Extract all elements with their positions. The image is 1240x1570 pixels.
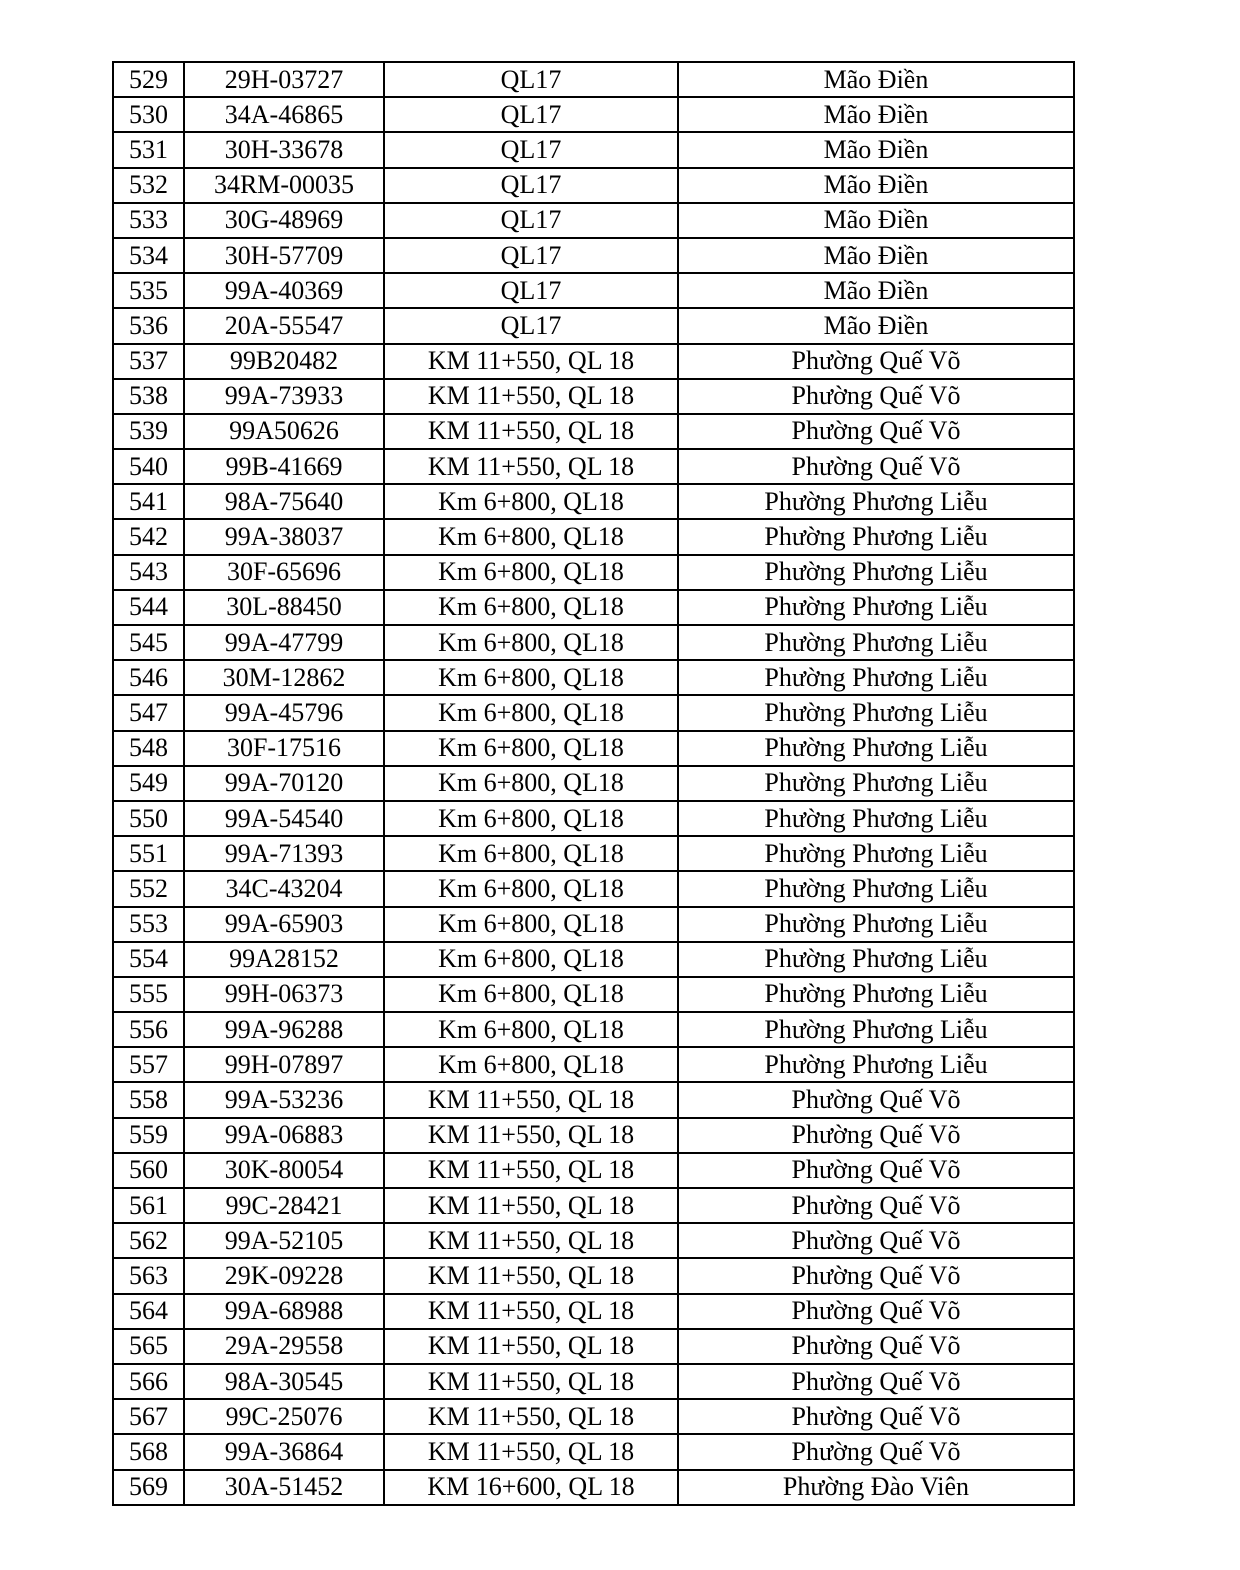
location-cell: KM 11+550, QL 18 <box>384 1399 678 1434</box>
table-row <box>113 731 1074 766</box>
location-cell: Km 6+800, QL18 <box>384 695 678 730</box>
license-plate-cell: 99C-25076 <box>184 1399 384 1434</box>
location-cell: Km 6+800, QL18 <box>384 766 678 801</box>
table-row <box>113 801 1074 836</box>
row-number-cell: 531 <box>113 132 184 167</box>
location-cell: Km 6+800, QL18 <box>384 907 678 942</box>
license-plate-cell: 99B20482 <box>184 344 384 379</box>
row-number-cell: 549 <box>113 766 184 801</box>
row-number-cell: 560 <box>113 1153 184 1188</box>
ward-cell: Phường Phương Liễu <box>678 977 1074 1012</box>
ward-cell: Phường Phương Liễu <box>678 907 1074 942</box>
row-number-cell: 569 <box>113 1470 184 1505</box>
license-plate-cell: 34C-43204 <box>184 871 384 906</box>
ward-cell: Phường Phương Liễu <box>678 695 1074 730</box>
row-number-cell: 557 <box>113 1047 184 1082</box>
row-number-cell: 558 <box>113 1082 184 1117</box>
table-row <box>113 871 1074 906</box>
license-plate-cell: 29H-03727 <box>184 62 384 97</box>
row-number-cell: 538 <box>113 379 184 414</box>
ward-cell: Phường Phương Liễu <box>678 660 1074 695</box>
table-row <box>113 1188 1074 1223</box>
location-cell: Km 6+800, QL18 <box>384 1012 678 1047</box>
table-row <box>113 1258 1074 1293</box>
ward-cell: Phường Phương Liễu <box>678 942 1074 977</box>
location-cell: Km 6+800, QL18 <box>384 871 678 906</box>
table-row <box>113 590 1074 625</box>
violation-table <box>112 61 1075 1506</box>
location-cell: QL17 <box>384 168 678 203</box>
license-plate-cell: 34RM-00035 <box>184 168 384 203</box>
table-row <box>113 942 1074 977</box>
table-row <box>113 203 1074 238</box>
table-row <box>113 344 1074 379</box>
row-number-cell: 551 <box>113 836 184 871</box>
ward-cell: Mão Điền <box>678 168 1074 203</box>
ward-cell: Phường Phương Liễu <box>678 590 1074 625</box>
location-cell: Km 6+800, QL18 <box>384 484 678 519</box>
row-number-cell: 561 <box>113 1188 184 1223</box>
table-row <box>113 1470 1074 1505</box>
license-plate-cell: 34A-46865 <box>184 97 384 132</box>
row-number-cell: 562 <box>113 1223 184 1258</box>
table-row <box>113 1118 1074 1153</box>
row-number-cell: 536 <box>113 308 184 343</box>
ward-cell: Phường Quế Võ <box>678 449 1074 484</box>
table-row <box>113 1082 1074 1117</box>
ward-cell: Phường Quế Võ <box>678 379 1074 414</box>
location-cell: KM 11+550, QL 18 <box>384 1082 678 1117</box>
ward-cell: Phường Quế Võ <box>678 1329 1074 1364</box>
row-number-cell: 537 <box>113 344 184 379</box>
table-row <box>113 1153 1074 1188</box>
ward-cell: Mão Điền <box>678 97 1074 132</box>
license-plate-cell: 29K-09228 <box>184 1258 384 1293</box>
location-cell: Km 6+800, QL18 <box>384 625 678 660</box>
table-row <box>113 1329 1074 1364</box>
ward-cell: Phường Quế Võ <box>678 1153 1074 1188</box>
location-cell: KM 11+550, QL 18 <box>384 1434 678 1469</box>
license-plate-cell: 99A-54540 <box>184 801 384 836</box>
license-plate-cell: 30F-65696 <box>184 555 384 590</box>
license-plate-cell: 30L-88450 <box>184 590 384 625</box>
ward-cell: Phường Quế Võ <box>678 1223 1074 1258</box>
ward-cell: Phường Quế Võ <box>678 1399 1074 1434</box>
location-cell: KM 11+550, QL 18 <box>384 1329 678 1364</box>
row-number-cell: 539 <box>113 414 184 449</box>
table-row <box>113 273 1074 308</box>
ward-cell: Mão Điền <box>678 308 1074 343</box>
location-cell: Km 6+800, QL18 <box>384 660 678 695</box>
table-row <box>113 1294 1074 1329</box>
row-number-cell: 552 <box>113 871 184 906</box>
location-cell: QL17 <box>384 273 678 308</box>
ward-cell: Phường Phương Liễu <box>678 1047 1074 1082</box>
row-number-cell: 530 <box>113 97 184 132</box>
row-number-cell: 543 <box>113 555 184 590</box>
row-number-cell: 555 <box>113 977 184 1012</box>
license-plate-cell: 30G-48969 <box>184 203 384 238</box>
location-cell: KM 11+550, QL 18 <box>384 1294 678 1329</box>
row-number-cell: 554 <box>113 942 184 977</box>
location-cell: Km 6+800, QL18 <box>384 942 678 977</box>
license-plate-cell: 99B-41669 <box>184 449 384 484</box>
table-row <box>113 555 1074 590</box>
license-plate-cell: 99A-40369 <box>184 273 384 308</box>
table-row <box>113 660 1074 695</box>
location-cell: QL17 <box>384 62 678 97</box>
location-cell: KM 11+550, QL 18 <box>384 1153 678 1188</box>
license-plate-cell: 30F-17516 <box>184 731 384 766</box>
table-row <box>113 907 1074 942</box>
ward-cell: Phường Quế Võ <box>678 1082 1074 1117</box>
ward-cell: Phường Phương Liễu <box>678 871 1074 906</box>
ward-cell: Mão Điền <box>678 203 1074 238</box>
license-plate-cell: 30M-12862 <box>184 660 384 695</box>
location-cell: KM 11+550, QL 18 <box>384 1223 678 1258</box>
location-cell: Km 6+800, QL18 <box>384 731 678 766</box>
ward-cell: Phường Quế Võ <box>678 1294 1074 1329</box>
license-plate-cell: 99A-96288 <box>184 1012 384 1047</box>
table-row <box>113 625 1074 660</box>
license-plate-cell: 99A-65903 <box>184 907 384 942</box>
table-row <box>113 1434 1074 1469</box>
location-cell: KM 11+550, QL 18 <box>384 1258 678 1293</box>
ward-cell: Mão Điền <box>678 238 1074 273</box>
row-number-cell: 559 <box>113 1118 184 1153</box>
location-cell: Km 6+800, QL18 <box>384 555 678 590</box>
location-cell: QL17 <box>384 238 678 273</box>
table-row <box>113 484 1074 519</box>
location-cell: Km 6+800, QL18 <box>384 836 678 871</box>
location-cell: Km 6+800, QL18 <box>384 519 678 554</box>
location-cell: Km 6+800, QL18 <box>384 977 678 1012</box>
table-row <box>113 836 1074 871</box>
table-row <box>113 1047 1074 1082</box>
location-cell: KM 11+550, QL 18 <box>384 344 678 379</box>
table-row <box>113 132 1074 167</box>
ward-cell: Phường Quế Võ <box>678 414 1074 449</box>
license-plate-cell: 99A-52105 <box>184 1223 384 1258</box>
row-number-cell: 553 <box>113 907 184 942</box>
row-number-cell: 533 <box>113 203 184 238</box>
license-plate-cell: 99A-71393 <box>184 836 384 871</box>
license-plate-cell: 98A-30545 <box>184 1364 384 1399</box>
license-plate-cell: 99H-06373 <box>184 977 384 1012</box>
row-number-cell: 532 <box>113 168 184 203</box>
table-row <box>113 62 1074 97</box>
location-cell: KM 11+550, QL 18 <box>384 449 678 484</box>
location-cell: KM 11+550, QL 18 <box>384 379 678 414</box>
ward-cell: Mão Điền <box>678 62 1074 97</box>
row-number-cell: 542 <box>113 519 184 554</box>
location-cell: Km 6+800, QL18 <box>384 801 678 836</box>
ward-cell: Phường Phương Liễu <box>678 731 1074 766</box>
license-plate-cell: 30H-33678 <box>184 132 384 167</box>
document-page <box>112 61 1075 1506</box>
row-number-cell: 540 <box>113 449 184 484</box>
license-plate-cell: 99H-07897 <box>184 1047 384 1082</box>
ward-cell: Phường Phương Liễu <box>678 625 1074 660</box>
row-number-cell: 547 <box>113 695 184 730</box>
row-number-cell: 563 <box>113 1258 184 1293</box>
location-cell: KM 16+600, QL 18 <box>384 1470 678 1505</box>
table-row <box>113 414 1074 449</box>
row-number-cell: 544 <box>113 590 184 625</box>
ward-cell: Phường Phương Liễu <box>678 1012 1074 1047</box>
location-cell: QL17 <box>384 97 678 132</box>
table-row <box>113 519 1074 554</box>
table-row <box>113 766 1074 801</box>
license-plate-cell: 99A-06883 <box>184 1118 384 1153</box>
row-number-cell: 564 <box>113 1294 184 1329</box>
row-number-cell: 550 <box>113 801 184 836</box>
row-number-cell: 566 <box>113 1364 184 1399</box>
row-number-cell: 529 <box>113 62 184 97</box>
table-row <box>113 168 1074 203</box>
license-plate-cell: 99A50626 <box>184 414 384 449</box>
row-number-cell: 567 <box>113 1399 184 1434</box>
ward-cell: Phường Quế Võ <box>678 1118 1074 1153</box>
license-plate-cell: 99A-68988 <box>184 1294 384 1329</box>
row-number-cell: 545 <box>113 625 184 660</box>
license-plate-cell: 99A-73933 <box>184 379 384 414</box>
location-cell: Km 6+800, QL18 <box>384 590 678 625</box>
table-row <box>113 97 1074 132</box>
ward-cell: Phường Phương Liễu <box>678 555 1074 590</box>
row-number-cell: 565 <box>113 1329 184 1364</box>
ward-cell: Mão Điền <box>678 132 1074 167</box>
ward-cell: Phường Quế Võ <box>678 344 1074 379</box>
table-row <box>113 238 1074 273</box>
table-row <box>113 1223 1074 1258</box>
location-cell: KM 11+550, QL 18 <box>384 1188 678 1223</box>
table-row <box>113 1364 1074 1399</box>
row-number-cell: 534 <box>113 238 184 273</box>
row-number-cell: 546 <box>113 660 184 695</box>
license-plate-cell: 99A-45796 <box>184 695 384 730</box>
location-cell: QL17 <box>384 308 678 343</box>
row-number-cell: 535 <box>113 273 184 308</box>
ward-cell: Phường Quế Võ <box>678 1258 1074 1293</box>
location-cell: QL17 <box>384 203 678 238</box>
table-row <box>113 1012 1074 1047</box>
ward-cell: Phường Quế Võ <box>678 1364 1074 1399</box>
location-cell: KM 11+550, QL 18 <box>384 414 678 449</box>
ward-cell: Phường Quế Võ <box>678 1434 1074 1469</box>
license-plate-cell: 30K-80054 <box>184 1153 384 1188</box>
table-row <box>113 308 1074 343</box>
row-number-cell: 568 <box>113 1434 184 1469</box>
ward-cell: Phường Phương Liễu <box>678 484 1074 519</box>
location-cell: Km 6+800, QL18 <box>384 1047 678 1082</box>
ward-cell: Phường Phương Liễu <box>678 801 1074 836</box>
license-plate-cell: 99A-53236 <box>184 1082 384 1117</box>
table-body <box>113 62 1074 1505</box>
ward-cell: Phường Phương Liễu <box>678 766 1074 801</box>
ward-cell: Mão Điền <box>678 273 1074 308</box>
ward-cell: Phường Quế Võ <box>678 1188 1074 1223</box>
license-plate-cell: 99A28152 <box>184 942 384 977</box>
license-plate-cell: 20A-55547 <box>184 308 384 343</box>
table-row <box>113 1399 1074 1434</box>
license-plate-cell: 99A-70120 <box>184 766 384 801</box>
table-row <box>113 695 1074 730</box>
license-plate-cell: 99C-28421 <box>184 1188 384 1223</box>
license-plate-cell: 98A-75640 <box>184 484 384 519</box>
license-plate-cell: 29A-29558 <box>184 1329 384 1364</box>
location-cell: KM 11+550, QL 18 <box>384 1118 678 1153</box>
table-row <box>113 977 1074 1012</box>
location-cell: KM 11+550, QL 18 <box>384 1364 678 1399</box>
license-plate-cell: 99A-38037 <box>184 519 384 554</box>
ward-cell: Phường Đào Viên <box>678 1470 1074 1505</box>
row-number-cell: 556 <box>113 1012 184 1047</box>
ward-cell: Phường Phương Liễu <box>678 836 1074 871</box>
table-row <box>113 379 1074 414</box>
row-number-cell: 548 <box>113 731 184 766</box>
license-plate-cell: 99A-36864 <box>184 1434 384 1469</box>
table-row <box>113 449 1074 484</box>
ward-cell: Phường Phương Liễu <box>678 519 1074 554</box>
license-plate-cell: 30H-57709 <box>184 238 384 273</box>
license-plate-cell: 30A-51452 <box>184 1470 384 1505</box>
license-plate-cell: 99A-47799 <box>184 625 384 660</box>
location-cell: QL17 <box>384 132 678 167</box>
row-number-cell: 541 <box>113 484 184 519</box>
